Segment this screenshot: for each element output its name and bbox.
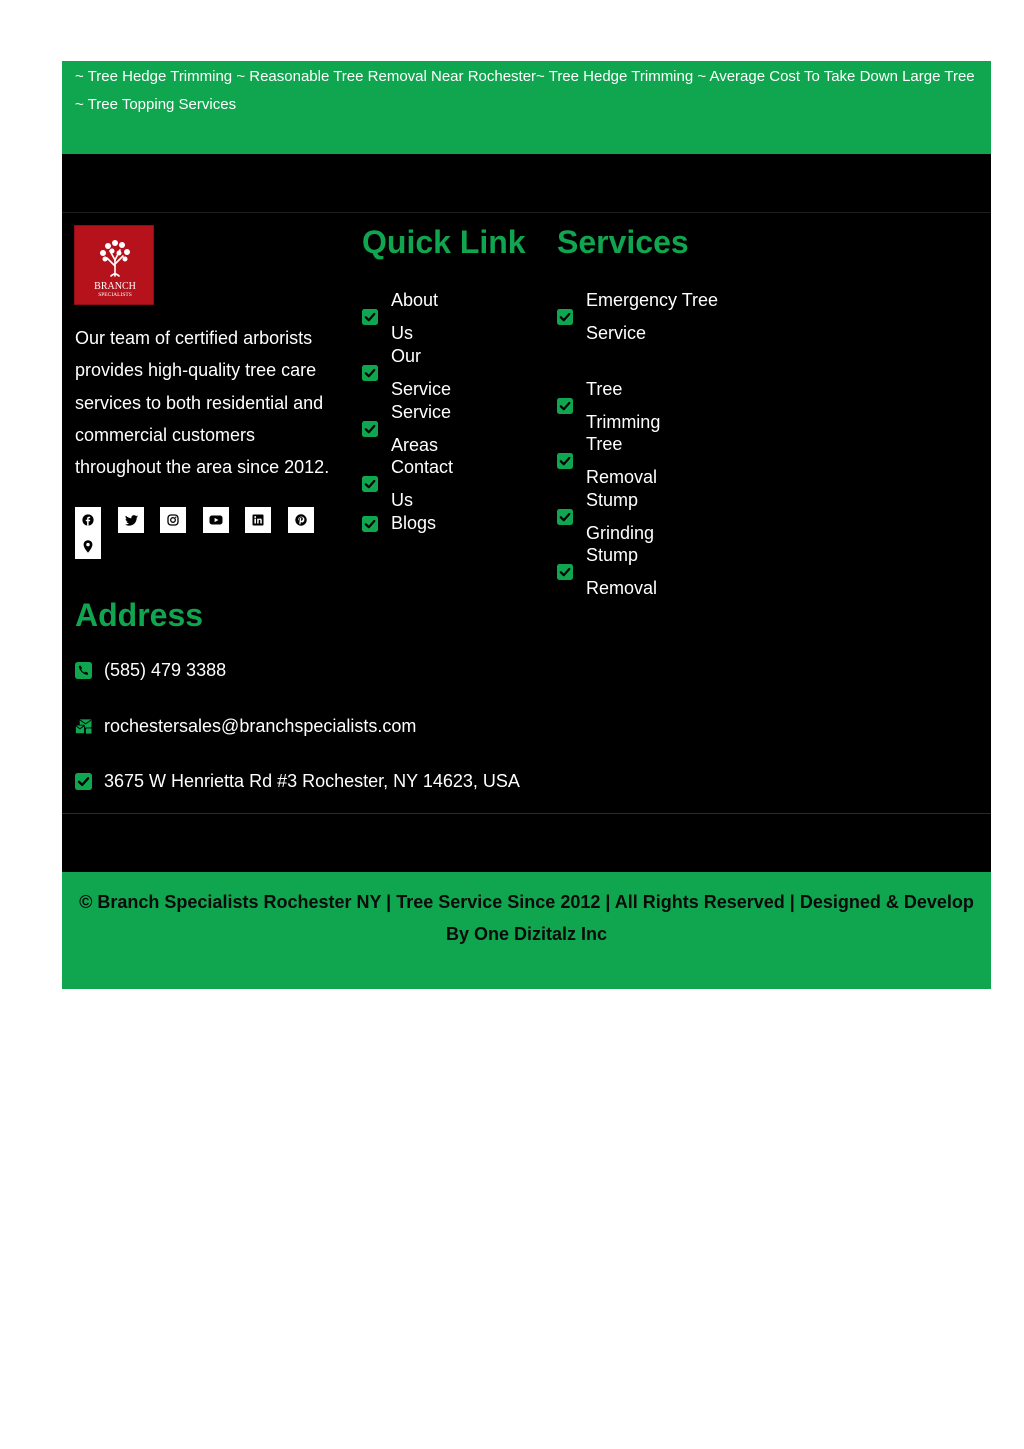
pinterest-link[interactable] (288, 507, 314, 533)
email-address[interactable]: rochestersales@branchspecialists.com (104, 716, 417, 736)
check-square-icon (362, 309, 378, 325)
map-link[interactable] (75, 533, 101, 559)
branch-specialists-logo[interactable] (74, 225, 154, 305)
copyright-bar (62, 872, 991, 989)
check-square-icon (557, 398, 573, 414)
service-item[interactable] (557, 539, 657, 605)
check-square-icon (362, 421, 378, 437)
site-footer (62, 154, 991, 872)
check-square-icon (557, 309, 573, 325)
footer-divider-top (62, 212, 991, 213)
street-address-row (75, 771, 520, 792)
quick-link-service-areas[interactable]: Service Areas (391, 402, 452, 455)
check-square-icon (362, 476, 378, 492)
instagram-icon (167, 514, 179, 526)
youtube-icon (209, 515, 223, 525)
check-square-icon (362, 365, 378, 381)
check-square-icon (362, 516, 378, 532)
check-square-icon (557, 453, 573, 469)
address-heading: Address (75, 597, 204, 633)
service-tree-trimming[interactable]: Tree Trimming (586, 379, 661, 432)
logo-line1: BRANCH (94, 281, 136, 292)
copyright-text: © Branch Specialists Rochester NY | Tree Service Since 2012 | All Rights Reserved | Designed & Develop By One Dizitalz Inc (79, 892, 974, 944)
email-row[interactable] (75, 716, 416, 737)
service-stump-removal[interactable]: Stump Removal (586, 545, 658, 598)
quick-link-blogs[interactable]: Blogs (391, 513, 437, 533)
pinterest-icon (295, 514, 307, 526)
youtube-link[interactable] (203, 507, 229, 533)
quick-link-item[interactable] (362, 507, 436, 540)
linkedin-link[interactable] (245, 507, 271, 533)
facebook-icon (82, 514, 94, 526)
street-address: 3675 W Henrietta Rd #3 Rochester, NY 14623, USA (104, 771, 520, 791)
check-square-icon (75, 773, 92, 790)
top-banner-text: ~ Tree Hedge Trimming ~ Reasonable Tree Removal Near Rochester~ Tree Hedge Trimming ~ Average Cost To Take Down Large Tree ~ Tree Topping Services (75, 68, 975, 113)
service-stump-grinding[interactable]: Stump Grinding (586, 490, 655, 543)
phone-number[interactable]: (585) 479 3388 (104, 660, 227, 680)
instagram-link[interactable] (160, 507, 186, 533)
logo-line2: SPECIALISTS (98, 292, 132, 298)
about-text: Our team of certified arborists provides high-quality tree care services to both residential and commercial customers throughout the area since 2012. (75, 328, 330, 478)
footer-divider-bottom (62, 813, 991, 814)
service-emergency-tree[interactable]: Emergency Tree Service (586, 290, 719, 343)
service-tree-removal[interactable]: Tree Removal (586, 434, 658, 487)
mail-bulk-icon (75, 718, 92, 735)
map-pin-icon (83, 540, 93, 553)
top-keyword-banner (62, 61, 991, 154)
facebook-link[interactable] (75, 507, 101, 533)
check-square-icon (557, 509, 573, 525)
quick-link-contact-us[interactable]: Contact Us (391, 457, 454, 510)
phone-row[interactable] (75, 660, 226, 681)
linkedin-icon (252, 514, 264, 526)
check-square-icon (557, 564, 573, 580)
phone-square-icon (75, 662, 92, 679)
services-heading: Services (557, 224, 689, 260)
quick-link-heading: Quick Link (362, 224, 526, 260)
twitter-link[interactable] (118, 507, 144, 533)
quick-link-our-service[interactable]: Our Service (391, 346, 452, 399)
twitter-icon (125, 515, 138, 526)
quick-link-about-us[interactable]: About Us (391, 290, 439, 343)
tree-logo-icon (75, 226, 155, 306)
service-item[interactable] (557, 284, 727, 350)
